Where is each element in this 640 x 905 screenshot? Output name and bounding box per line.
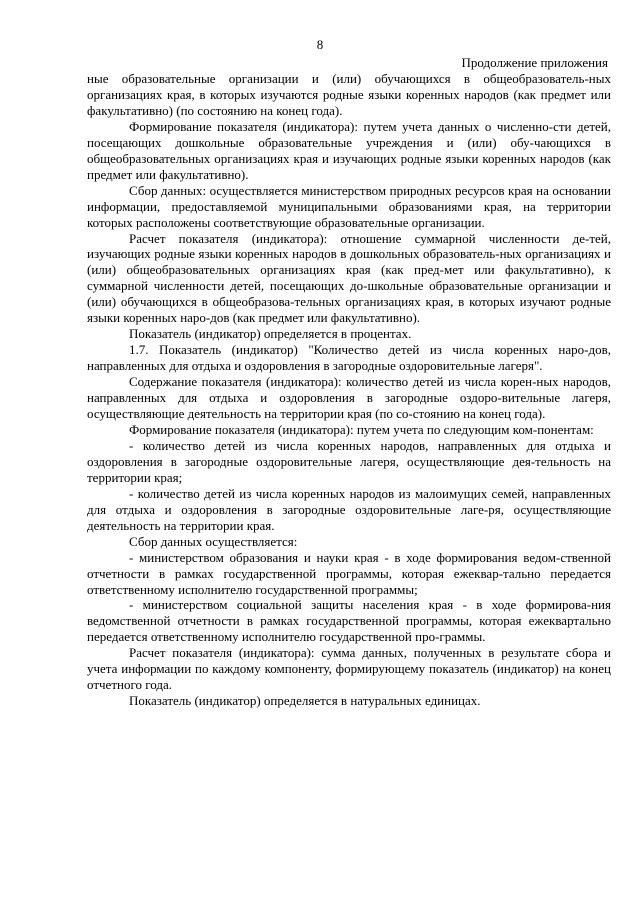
- page-number: 8: [316, 37, 324, 52]
- paragraph: Расчет показателя (индикатора): сумма данных, полученных в результате сбора и учета информации по каждому компоненту, формирующему показатель (индикатор) на конец отчетного года.: [87, 645, 611, 693]
- paragraph: - количество детей из числа коренных народов, направленных для отдыха и оздоровления в загородные оздоровительные лагеря, осуществляющие дея-тельность на территории края;: [87, 437, 611, 485]
- paragraph: Показатель (индикатор) определяется в процентах.: [129, 326, 412, 342]
- paragraph: Содержание показателя (индикатора): количество детей из числа корен-ных народов, направленных для отдыха и оздоровления в загородные оздоро-вительные лагеря, осуществляющие деятельность на территории края (по со-стоянию на конец года).: [87, 374, 611, 422]
- document-body: [87, 71, 611, 709]
- paragraph: Сбор данных: осуществляется министерством природных ресурсов края на основании информации, предоставляемой муниципальными образованиями края, на территории которых расположены соответствующие образовательные организации.: [87, 182, 611, 230]
- paragraph: - министерством образования и науки края - в ходе формирования ведом-ственной отчетности в рамках государственной программы, которая ежеквар-тально передается ответственному исполнителю государственной программы;: [87, 549, 611, 597]
- paragraph: ные образовательные организации и (или) обучающихся в общеобразователь-ных организациях края, в которых изучаются родные языки коренных народов (как предмет или факультативно) (по состоянию на конец года).: [87, 71, 611, 118]
- paragraph: - количество детей из числа коренных народов из малоимущих семей, направленных для отдыха и оздоровления в загородные оздоровительные лаге-ря, осуществляющие деятельность на территории края.: [87, 485, 611, 533]
- paragraph: Сбор данных осуществляется:: [129, 533, 298, 549]
- continuation-label: Продолжение приложения: [461, 55, 608, 70]
- paragraph: Формирование показателя (индикатора): путем учета по следующим ком-понентам:: [129, 421, 594, 437]
- paragraph: Показатель (индикатор) определяется в натуральных единицах.: [129, 693, 481, 709]
- paragraph: Формирование показателя (индикатора): путем учета данных о численно-сти детей, посещающих дошкольные образовательные учреждения и (или) обу-чающихся в общеобразовательных организациях края и изучающих родные языки коренных народов (как предмет или факультативно).: [87, 118, 611, 182]
- paragraph: 1.7. Показатель (индикатор) "Количество детей из числа коренных наро-дов, направленных для отдыха и оздоровления в загородные оздоровительные лагеря".: [87, 342, 611, 374]
- paragraph: Расчет показателя (индикатора): отношение суммарной численности де-тей, изучающих родные языки коренных народов в дошкольных образователь-ных организациях и (или) общеобразовательных организациях края (как пред-мет или факультативно), к суммарной численности детей, посещающих до-школьные образовательные организации и (или) обучающихся в общеобразова-тельных организациях края, в которых изучают родные языки коренных наро-дов (как предмет или факультативно).: [87, 230, 611, 326]
- paragraph: - министерством социальной защиты населения края - в ходе формирова-ния ведомственной отчетности в рамках государственной программы, которая ежеквартально передается ответственному исполнителю государственной про-граммы.: [87, 597, 611, 645]
